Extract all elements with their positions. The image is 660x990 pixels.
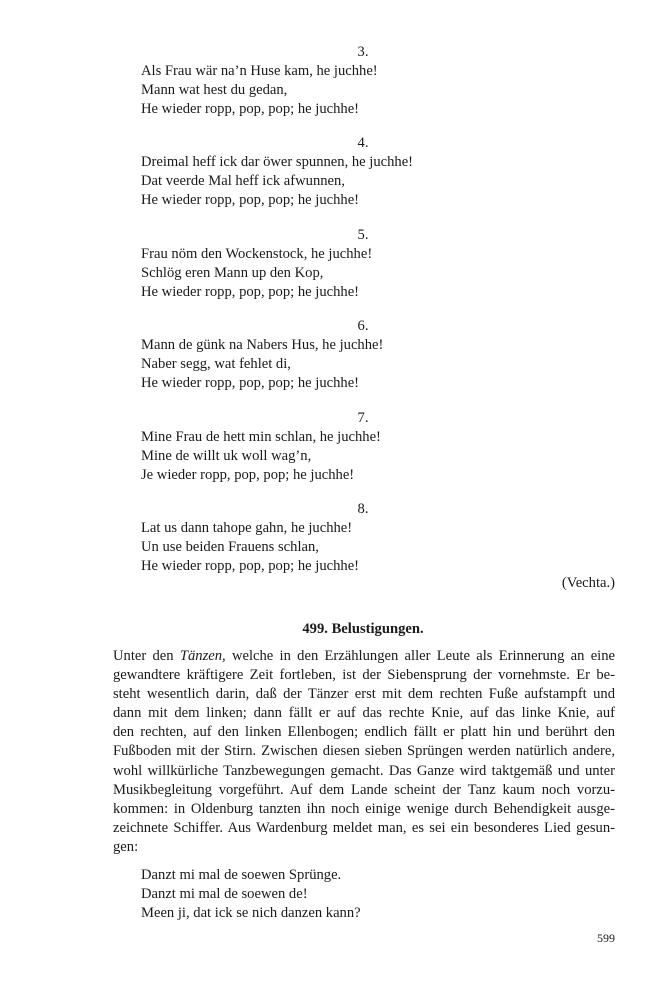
paragraph-line: den rechten, auf den linken Ellenbogen; endlich fällt er platt hin und berührt den [113, 724, 615, 741]
stanza-number: 8. [357, 501, 369, 517]
paragraph-line: steht wesentlich darin, daß der Tänzer erst mit dem rechten Fuße aufstampft und [113, 686, 615, 703]
paragraph-line: Fußboden mit der Stirn. Zwischen diesen sieben Sprüngen werden natürlich andere, [113, 743, 615, 760]
verse-line: Naber segg, wat fehlet di, [141, 356, 291, 372]
verse-line: Frau nöm den Wockenstock, he juchhe! [141, 246, 373, 262]
stanza-number: 7. [357, 410, 369, 426]
source-attribution: (Vechta.) [561, 575, 615, 591]
text-run: Unter den [113, 648, 180, 664]
verse-line: Je wieder ropp, pop, pop; he juchhe! [141, 467, 355, 483]
song-verse [141, 866, 361, 923]
verse-line: He wieder ropp, pop, pop; he juchhe! [141, 558, 360, 574]
verse-line: Schlög eren Mann up den Kop, [141, 265, 324, 281]
paragraph-line: gen: [113, 838, 139, 855]
verse-line: Danzt mi mal de soewen Sprünge. [141, 867, 342, 883]
page-number: 599 [597, 931, 615, 945]
verse-line: Mann de günk na Nabers Hus, he juchhe! [141, 337, 384, 353]
stanza-number: 6. [357, 318, 369, 334]
verse-line: He wieder ropp, pop, pop; he juchhe! [141, 284, 360, 300]
stanza-number: 4. [357, 135, 369, 151]
verse-line: He wieder ropp, pop, pop; he juchhe! [141, 101, 360, 117]
verse-line: Lat us dann tahope gahn, he juchhe! [141, 520, 353, 536]
stanza-number: 5. [357, 227, 369, 243]
verse-line: Als Frau wär na’n Huse kam, he juchhe! [141, 63, 378, 79]
paragraph-line: kommen: in Oldenburg tanzten ihn noch einige wenige durch Behendigkeit ausge- [113, 800, 615, 817]
verse-line: Un use beiden Frauens schlan, [141, 539, 319, 555]
paragraph-line: Musikbegleitung vorgeführt. Auf dem Lande scheint der Tanz kaum noch vorzu- [113, 781, 615, 798]
verse-line: He wieder ropp, pop, pop; he juchhe! [141, 375, 360, 391]
paragraph-line: dann mit dem linken; dann fällt er auf das rechte Knie, auf das linke Knie, auf [113, 705, 615, 722]
emphasis-text: Tänzen, [179, 648, 226, 664]
verse-line: Dat veerde Mal heff ick afwunnen, [141, 173, 345, 189]
paragraph-line: wohl willkürliche Tanzbewegungen gemacht. Das Ganze wird taktgemäß und unter [113, 762, 615, 779]
verse-line: He wieder ropp, pop, pop; he juchhe! [141, 192, 360, 208]
stanza-number: 3. [357, 44, 369, 60]
text-run: welche in den Erzählungen aller Leute als Erinnerung an eine [225, 648, 615, 664]
verse-line: Meen ji, dat ick se nich danzen kann? [141, 905, 361, 921]
body-paragraph [113, 647, 615, 857]
paragraph-line: gewandtere kräftigere Zeit fortleben, ist der Siebensprung der vornehmste. Er be- [113, 667, 615, 684]
verse-line: Dreimal heff ick dar öwer spunnen, he juchhe! [141, 154, 414, 170]
verse-line: Mann wat hest du gedan, [141, 82, 288, 98]
verse-line: Mine de willt uk woll wag’n, [141, 448, 312, 464]
verse-line: Mine Frau de hett min schlan, he juchhe! [141, 429, 381, 445]
paragraph-line [113, 647, 615, 666]
verse-line: Danzt mi mal de soewen de! [141, 886, 308, 902]
paragraph-line: zeichnete Schiffer. Aus Wardenburg meldet man, es sei ein besonderes Lied gesun- [113, 819, 615, 836]
section-heading: 499. Belustigungen. [302, 621, 424, 637]
